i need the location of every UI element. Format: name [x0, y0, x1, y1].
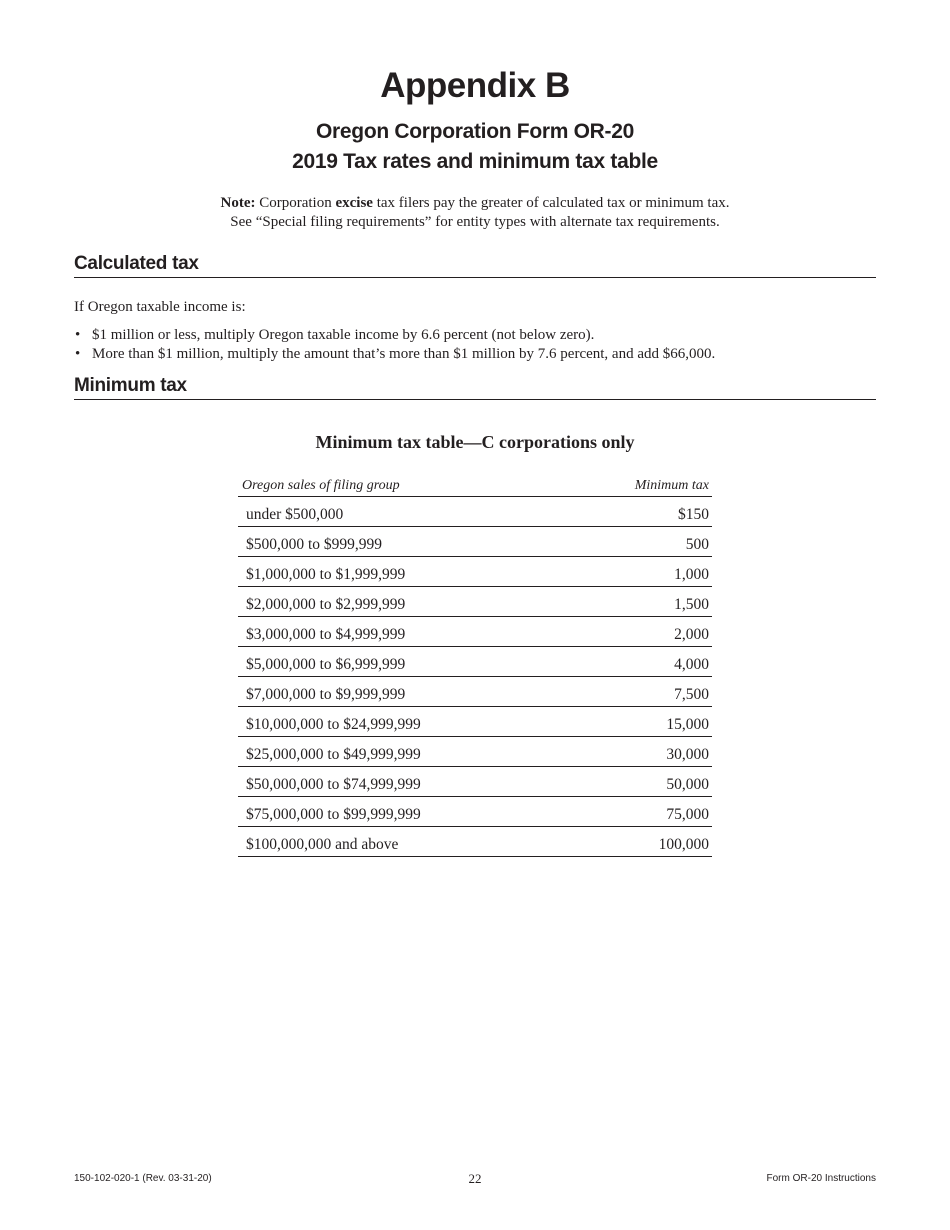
tax-cell: $150 [678, 506, 709, 523]
sales-cell: $75,000,000 to $99,999,999 [246, 806, 421, 823]
calculated-tax-intro: If Oregon taxable income is: [74, 299, 246, 315]
minimum-tax-heading: Minimum tax [74, 375, 876, 400]
column-header-tax: Minimum tax [634, 478, 709, 493]
tax-cell: 75,000 [666, 806, 709, 823]
sales-cell: $3,000,000 to $4,999,999 [246, 626, 406, 643]
sales-cell: $1,000,000 to $1,999,999 [246, 566, 406, 583]
tax-cell: 4,000 [674, 656, 709, 673]
table-row [238, 827, 712, 857]
footer-form-number: 150-102-020-1 (Rev. 03-31-20) [74, 1173, 212, 1184]
table-row [238, 737, 712, 767]
table-row [238, 707, 712, 737]
table-header [238, 476, 712, 497]
table-row [238, 557, 712, 587]
bullet-text: More than $1 million, multiply the amount that’s more than $1 million by 7.6 percent, and add $66,000. [92, 346, 716, 362]
sales-cell: $5,000,000 to $6,999,999 [246, 656, 406, 673]
table-row [238, 527, 712, 557]
table-row [238, 497, 712, 527]
page-title: Appendix B [380, 66, 570, 105]
table-row [238, 797, 712, 827]
bullet-dot: • [75, 327, 81, 343]
bullet-dot: • [75, 346, 81, 362]
note-label: Note: [220, 195, 256, 211]
sales-cell: $100,000,000 and above [246, 836, 399, 853]
table-subtitle: 2019 Tax rates and minimum tax table [292, 150, 658, 173]
sales-cell: under $500,000 [246, 506, 344, 523]
note-bold-word: excise [335, 195, 373, 211]
sales-cell: $25,000,000 to $49,999,999 [246, 746, 421, 763]
table-row [238, 647, 712, 677]
tax-cell: 15,000 [666, 716, 709, 733]
note-line-2: See “Special filing requirements” for entity types with alternate tax requirements. [230, 214, 720, 230]
tax-cell: 1,000 [674, 566, 709, 583]
sales-cell: $2,000,000 to $2,999,999 [246, 596, 406, 613]
sales-cell: $500,000 to $999,999 [246, 536, 383, 553]
table-row [238, 617, 712, 647]
bullet-item [74, 345, 715, 364]
minimum-tax-table [238, 476, 712, 857]
footer-document-name: Form OR-20 Instructions [766, 1173, 876, 1184]
tax-cell: 7,500 [674, 686, 709, 703]
form-subtitle: Oregon Corporation Form OR-20 [316, 120, 634, 143]
note-text-b: tax filers pay the greater of calculated tax or minimum tax. [372, 195, 730, 211]
tax-cell: 2,000 [674, 626, 709, 643]
table-row [238, 677, 712, 707]
sales-cell: $10,000,000 to $24,999,999 [246, 716, 421, 733]
table-title: Minimum tax table—C corporations only [315, 432, 635, 452]
note-line-1 [0, 194, 950, 213]
bullet-text: $1 million or less, multiply Oregon taxable income by 6.6 percent (not below zero). [92, 327, 595, 343]
tax-cell: 500 [685, 536, 709, 553]
tax-cell: 1,500 [674, 596, 709, 613]
sales-cell: $7,000,000 to $9,999,999 [246, 686, 406, 703]
footer-page-number: 22 [468, 1171, 482, 1186]
calculated-tax-heading: Calculated tax [74, 253, 876, 278]
note-text-a: Corporation [255, 195, 336, 211]
calculated-tax-bullets [74, 326, 715, 364]
tax-cell: 50,000 [666, 776, 709, 793]
sales-cell: $50,000,000 to $74,999,999 [246, 776, 421, 793]
bullet-item [74, 326, 715, 345]
table-row [238, 767, 712, 797]
table-row [238, 587, 712, 617]
column-header-sales: Oregon sales of filing group [242, 478, 400, 493]
tax-cell: 30,000 [666, 746, 709, 763]
tax-cell: 100,000 [658, 836, 709, 853]
